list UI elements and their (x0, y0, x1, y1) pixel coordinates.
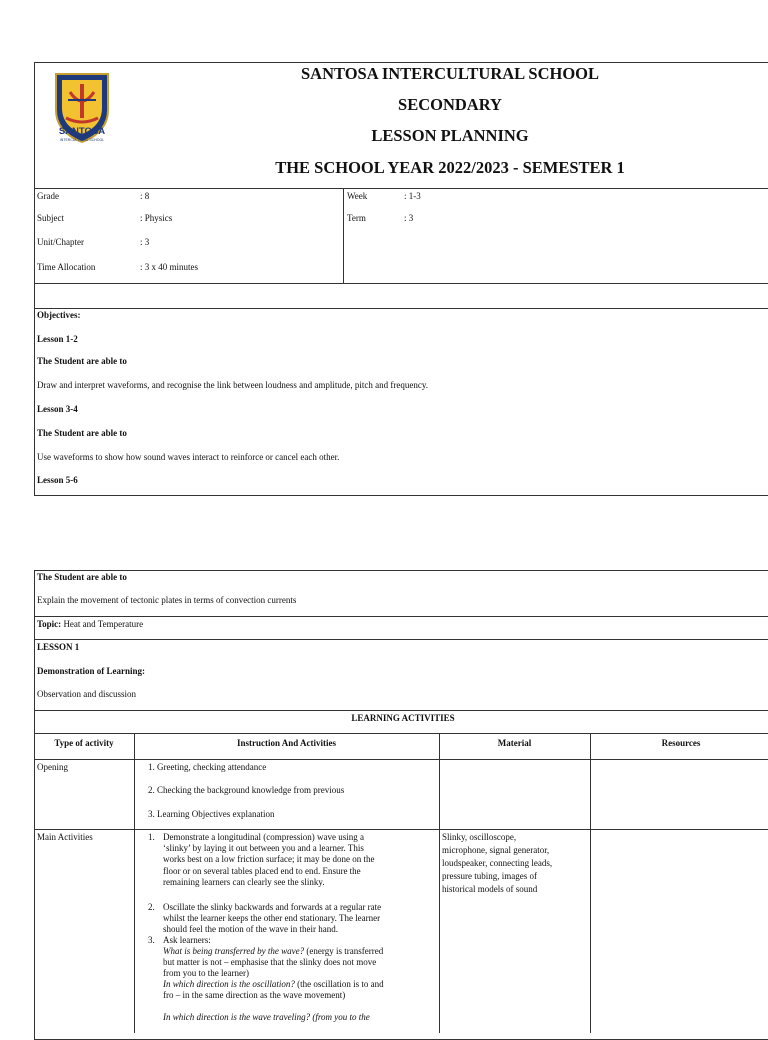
lesson-1-label: LESSON 1 (37, 642, 80, 652)
material-line: pressure tubing, images of (442, 871, 537, 881)
lesson-1-2-label: Lesson 1-2 (37, 334, 78, 344)
lesson-3-4-label: Lesson 3-4 (37, 404, 78, 414)
col-header-material: Material (497, 738, 532, 748)
activities-table (34, 570, 768, 1040)
opening-item: 3. Learning Objectives explanation (148, 809, 275, 819)
term-label: Term (347, 213, 366, 223)
subject-label: Subject (37, 213, 64, 223)
divider (34, 710, 768, 711)
logo-subtext: INTERCULTURAL SCHOOL (59, 138, 105, 142)
question-line: In which direction is the wave traveling? (from you to the (163, 1012, 370, 1022)
students-able-label: The Student are able to (37, 356, 127, 366)
demonstration-value: Observation and discussion (37, 689, 136, 699)
divider (34, 283, 768, 284)
subject-value: : Physics (140, 213, 173, 223)
grade-label: Grade (37, 191, 59, 201)
question-italic: In which direction is the oscillation? (163, 979, 295, 989)
document-type: LESSON PLANNING (371, 126, 529, 145)
material-line: loudspeaker, connecting leads, (442, 858, 553, 868)
question-line: fro – in the same direction as the wave movement) (163, 990, 346, 1000)
question-line (163, 979, 384, 989)
lesson-5-6-label: Lesson 5-6 (37, 475, 78, 485)
divider (34, 188, 768, 189)
learning-activities-title: LEARNING ACTIVITIES (351, 713, 455, 723)
objective-text: Draw and interpret waveforms, and recognise the link between loudness and amplitude, pitch and frequency. (37, 380, 429, 390)
week-value: : 1-3 (404, 191, 421, 201)
opening-item: 2. Checking the background knowledge from previous (148, 785, 345, 795)
time-value: : 3 x 40 minutes (140, 262, 198, 272)
divider (343, 188, 344, 283)
divider (34, 616, 768, 617)
topic-value: Heat and Temperature (61, 619, 144, 629)
divider (34, 733, 768, 734)
step-2-line: whilst the learner keeps the other end stationary. The learner (163, 913, 381, 923)
opening-item: 1. Greeting, checking attendance (148, 762, 267, 772)
material-line: Slinky, oscilloscope, (442, 832, 517, 842)
divider (590, 733, 591, 1033)
students-able-label: The Student are able to (37, 428, 127, 438)
step-2-line: should feel the motion of the wave in their hand. (163, 924, 338, 934)
step-number: 3. (148, 935, 155, 945)
question-answer: (energy is transferred (304, 946, 384, 956)
question-answer: (the oscillation is to and (294, 979, 384, 989)
activity-type-main: Main Activities (37, 832, 93, 842)
term-value: : 3 (404, 213, 414, 223)
school-name: SANTOSA INTERCULTURAL SCHOOL (300, 64, 599, 83)
divider (134, 733, 135, 1033)
demonstration-label: Demonstration of Learning: (37, 666, 145, 676)
divider (34, 759, 768, 760)
col-header-resources: Resources (661, 738, 701, 748)
activity-type-opening: Opening (37, 762, 68, 772)
question-line (163, 946, 383, 956)
objective-text: Use waveforms to show how sound waves interact to reinforce or cancel each other. (37, 452, 340, 462)
school-level: SECONDARY (398, 95, 502, 114)
step-2-line: Oscillate the slinky backwards and forwards at a regular rate (163, 902, 382, 912)
week-label: Week (347, 191, 368, 201)
step-1-line: Demonstrate a longitudinal (compression) wave using a (163, 832, 364, 842)
divider (34, 829, 768, 830)
objectives-heading: Objectives: (37, 310, 81, 320)
divider (439, 733, 440, 1033)
material-line: historical models of sound (442, 884, 538, 894)
school-year: THE SCHOOL YEAR 2022/2023 - SEMESTER 1 (275, 158, 625, 177)
divider (34, 639, 768, 640)
unit-value: : 3 (140, 237, 150, 247)
col-header-instruction: Instruction And Activities (236, 738, 336, 748)
time-label: Time Allocation (37, 262, 96, 272)
step-3-line: Ask learners: (163, 935, 211, 945)
material-line: microphone, signal generator, (442, 845, 550, 855)
topic (37, 619, 143, 629)
step-1-line: floor or on several tables placed end to end. Ensure the (163, 866, 361, 876)
question-line: from you to the learner) (163, 968, 249, 978)
question-italic: What is being transferred by the wave? (163, 946, 305, 956)
step-1-line: works best on a low friction surface; it may be done on the (163, 854, 375, 864)
logo-text: SANTOSA (58, 126, 106, 137)
topic-label: Topic: (37, 619, 62, 629)
col-header-type: Type of activity (54, 738, 114, 748)
question-line: but matter is not – emphasise that the slinky does not move (163, 957, 377, 967)
students-able-label: The Student are able to (37, 572, 127, 582)
objective-text: Explain the movement of tectonic plates in terms of convection currents (37, 595, 297, 605)
grade-value: : 8 (140, 191, 150, 201)
step-1-line: remaining learners can clearly see the slinky. (163, 877, 325, 887)
step-number: 2. (148, 902, 155, 912)
step-1-line: ‘slinky’ by laying it out between you and a learner. This (163, 843, 364, 853)
divider (34, 308, 768, 309)
unit-label: Unit/Chapter (37, 237, 84, 247)
step-number: 1. (148, 832, 155, 842)
